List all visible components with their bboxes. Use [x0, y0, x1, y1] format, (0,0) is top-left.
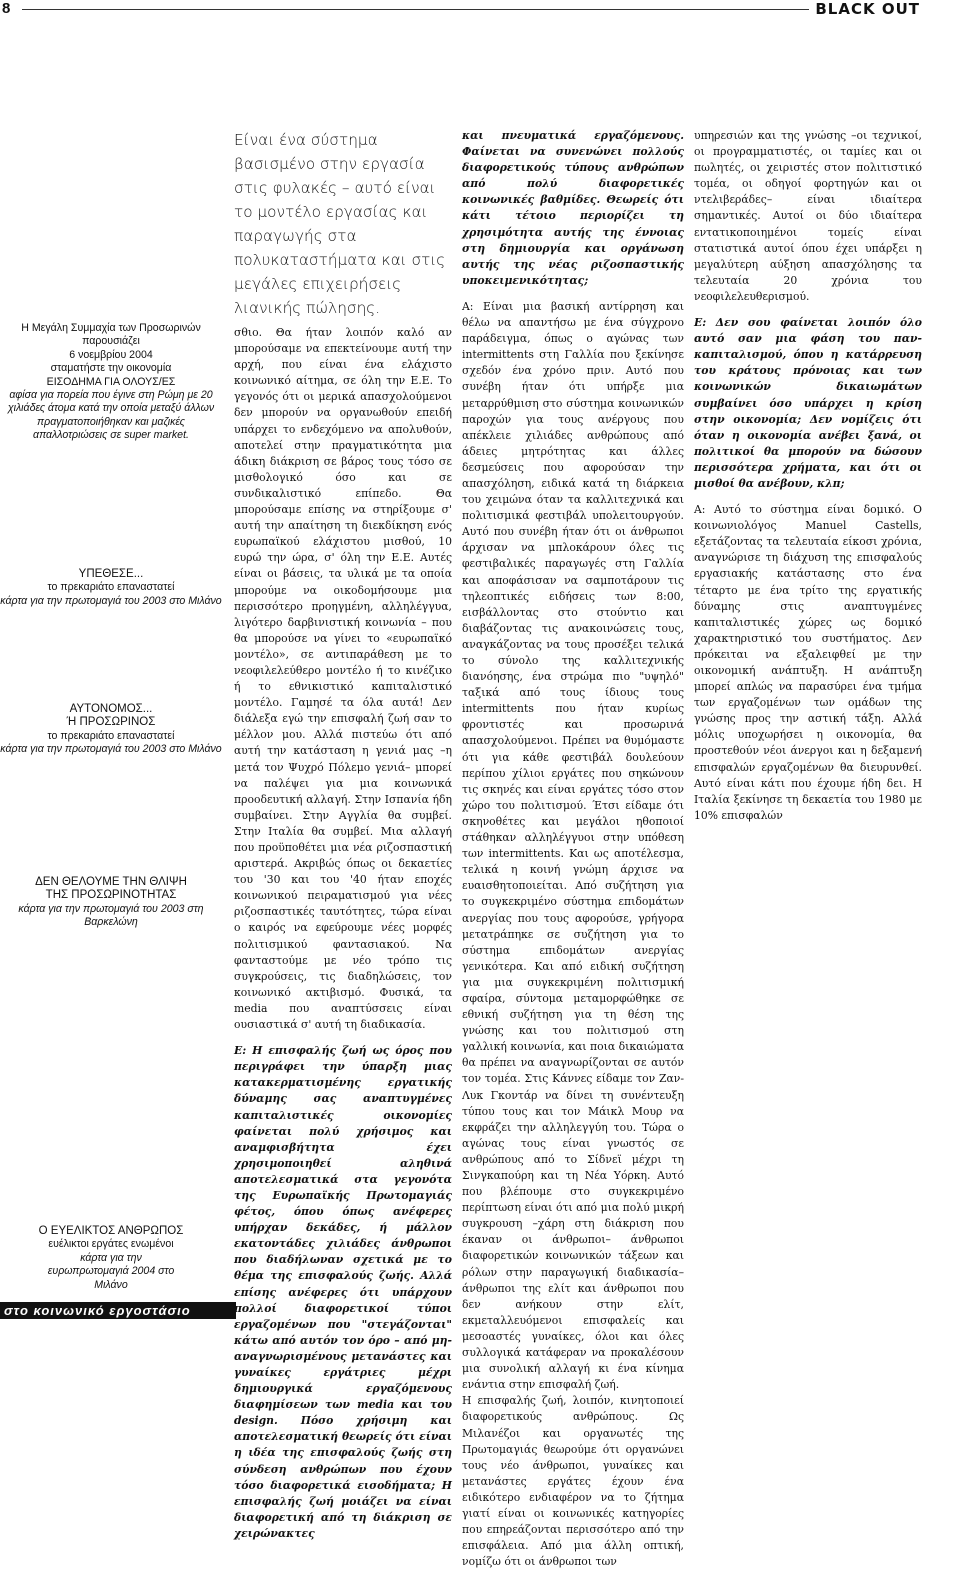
question-paragraph: Ε: Δεν σου φαίνεται λοιπόν όλο αυτό σαν μια φάση του παν-καπιταλισμού, όπου η κατάρρευση του κράτους πρόνοιας και των κοινωνικών δικαιωμάτων συμβαίνει όσο υπάρχει η κρίση στην οικονομία; Δεν νομίζεις ότι όταν η οικονομία ανέβει ξανά, οι πολιτικοί θα μπορούν να δώσουν περισσότερα χρήματα, και ότι οι μισθοί θα ανέβουν, κλπ;: [694, 316, 922, 490]
caption-1: [0, 568, 222, 608]
caption-sub: το πρεκαριάτο επαναστατεί: [47, 581, 175, 594]
footer-section-label: στο κοινωνικό εργοστάσιο: [0, 1302, 236, 1319]
answer-paragraph: Α: Αυτό το σύστημα είναι δομικό. Ο κοινωνιολόγος Manuel Castells, εξετάζοντας τα τελευταία είκοσι χρόνια, αναγνώρισε τη διάχυση της επισφαλούς εργασιακής κατάστασης στο ένα τέταρτο με ένα τρίτο της εργατικής δύναμης στις αναπτυγμένες καπιταλιστικές χώρες ως δομικό χαρακτηριστικό του συστήματος. Δεν πρόκειται να εξαλειφθεί με την οικονομική ανάπτυξη. Η ανάπτυξη μπορεί απλώς να παρασύρει ένα τμήμα των εργαζομένων των ομάδων της γνώσης προς την αστική τάξη. Αλλά μόλις υποχωρήσει η οικονομία, θα προστεθούν νέοι άνεργοι και η δεξαμενή επισφαλών εργαζομένων θα διευρυνθεί. Αυτό είναι κάτι που έχουμε ήδη δει. Η Ιταλία ξεκίνησε τη δεκαετία του 1980 με 10% επισφαλών: [694, 503, 922, 822]
caption-note: κάρτα για την ευρωπρωτομαγιά 2004 στο Μιλάνο: [47, 1251, 175, 1291]
section-title: BLACK OUT: [809, 0, 920, 18]
poster-intro: [0, 322, 222, 443]
answer-paragraph: υπηρεσιών και της γνώσης –οι τεχνικοί, οι προγραμματιστές, οι ταμίες και οι πωλητές, οι χειριστές στον πολιτιστικό τομέα, οι οδηγοί φορτηγών και οι ντελιβεράδες– είναι ιδιαίτερα σημαντικές. Αυτοί οι δύο ιδιαίτερα εντατικοποιημένοι τομείς είναι στατιστικά αυτοί όπου έχει υπάρξει η μεγαλύτερη αύξηση απασχόλησης τα τελευταία 20 χρόνια του νεοφιλελευθερισμού.: [694, 129, 922, 303]
caption-3: [0, 876, 222, 930]
intro-line: παρουσιάζει: [82, 335, 140, 348]
caption-sub: το πρεκαριάτο επαναστατεί: [47, 729, 175, 742]
caption-note: κάρτα για την πρωτομαγιά του 2003 στο Μιλάνο: [0, 594, 222, 607]
page-header: [0, 0, 960, 20]
question-paragraph: και πνευματικά εργαζόμενους. Φαίνεται να συνενώνει πολλούς διαφορετικούς τύπους ανθρώπων από πολύ διαφορετικές κοινωνικές βαθμίδες. Θεωρείς ότι κάτι τέτοιο περιορίζει τη χρησιμότητα αυτής της έννοιας στη δημιουργία και οργάνωση αυτής της νέας ριζοσπαστικής υποκειμενικότητας;: [462, 129, 684, 287]
intro-line: σταματήστε την οικονομία: [50, 362, 172, 375]
caption-title: ΔΕΝ ΘΕΛΟΥΜΕ ΤΗΝ ΘΛΙΨΗ: [35, 876, 187, 888]
caption-4: [0, 1225, 222, 1292]
intro-line: ΕΙΣΟΔΗΜΑ ΓΙΑ ΟΛΟΥΣ/ΕΣ: [46, 375, 176, 388]
page-number: 8: [2, 0, 16, 17]
left-sidebar: [0, 322, 222, 443]
article-column-3: [462, 128, 684, 1570]
question-paragraph: Ε: Η επισφαλής ζωή ως όρος που περιγράφει την ύπαρξη μιας κατακερματισμένης εργατικής δύναμης σας αναπτυγμένες καπιταλιστικές οικονομίες φαίνεται πολύ χρήσιμος και αναμφισβήτητα έχει χρησιμοποιηθεί αληθινά αποτελεσματικά στα γεγονότα της Ευρωπαϊκής Πρωτομαγιάς φέτος, όπου όπως ανέφερες υπήρχαν δεκάδες, ή μάλλον εκατοντάδες χιλιάδες άνθρωποι που διαδήλωναν σχετικά με το θέμα της επισφαλούς ζωής. Αλλά επίσης ανέφερες ότι υπάρχουν πολλοί διαφορετικοί τύποι εργαζομένων που "στεγάζονται" κάτω από αυτόν τον όρο – από μη-αναγνωρισμένους μετανάστες και γυναίκες εργάτριες μέχρι δημιουργικά εργαζόμενους διαφημίσεων των media και του design. Πόσο χρήσιμη και αποτελεσματική θεωρείς ότι είναι η ιδέα της επισφαλούς ζωής στη σύνδεση ανθρώπων που έχουν τόσο διαφορετικά εισοδήματα; Η επισφαλής ζωή μοιάζει να είναι διαφορετική από τη διάκριση σε χειρώνακτες: [234, 1044, 452, 1540]
caption-2: [0, 703, 222, 757]
answer-paragraph: Η επισφαλής ζωή, λοιπόν, κινητοποιεί διαφορετικούς ανθρώπους. Ως Μιλανέζοι και οργανωτές της Πρωτομαγιάς θεωρούμε ότι οργανώνει τους νέο άνθρωποι, γυναίκες και μετανάστες εργάτες έχουν ένα ειδικότερο ενδιαφέρον να το ζήτημα γιατί είναι οι κοινωνικές κατηγορίες που επηρεάζονται περισσότερο από την επισφάλεια. Από μια άλλη οπτική, νομίζω ότι οι άνθρωποι των: [462, 1394, 684, 1569]
caption-title-2: ΤΗΣ ΠΡΟΣΩΡΙΝΟΤΗΤΑΣ: [45, 889, 177, 902]
intro-line: Η Μεγάλη Συμμαχία των Προσωρινών: [21, 322, 201, 334]
answer-paragraph: Α: Είναι μια βασική αντίρρηση και θέλω να απαντήσω με ένα σύγχρονο παράδειγμα, όπως ο αγώνας των intermittents στη Γαλλία που ξεκίνησε σχεδόν ένα χρόνο πριν. Αυτό που συνέβη ήταν ότι υπήρξε μια μεταρρύθμιση στο σύστημα κοινωνικών παροχών για τους ανέργους που απέκλειε χιλιάδες ανθρώπους από άδειες μητρότητας και άλλες δεσμεύσεις που αφορούσαν την απασχόληση, ειδικά κατά τη διάρκεια του χειμώνα όταν τα καλλιτεχνικά και πολιτισμικά φεστιβάλ υπολειτουργούν. Αυτό που συνέβη ήταν ότι οι άνθρωποι άρχισαν να μπλοκάρουν όλες τις φεστιβαλικές παραγωγές στη Γαλλία και αποφάσισαν να σαμποτάρουν τις τηλεοπτικές ειδήσεις των 8:00, εισβάλλοντας στο στούντιο και διαβάζοντας τις ανακοινώσεις τους, αναγκάζοντας να τους προσέξει τελικά το σύνολο της καλλιτεχνικής διανόησης, ένα στρώμα πιο "υψηλό" ταξικά από τους ίδιους τους intermittents που ήταν κυρίως φροντιστές και προσωρινά απασχολούμενοι. Πρέπει να θυμόμαστε ότι για κάθε φεστιβάλ δουλεύουν περίπου χίλιοι εργάτες που σηκώνουν τις σκηνές και είναι εργάτες τόσο στον χώρο του πολιτισμού. Έτσι είδαμε ότι σκηνοθέτες και μεγάλοι ηθοποιοί στάθηκαν αλληλέγγυοι στην υπόθεση των intermittents. Και ως αποτέλεσμα, τελικά η κοινή γνώμη άρχισε να ευαισθητοποιείται. Από συζήτηση για το συγκεκριμένο σύστημα επιδομάτων ανεργίας που τους αφορούσε, γρήγορα μετατράπηκε σε συζήτηση για το σύστημα επιδομάτων ανεργίας γενικότερα. Και από ειδική συζήτηση για μια συγκεκριμένη πολιτισμική σφαίρα, σύντομα μεταμορφώθηκε σε εθνική συζήτηση για τη θέση της γνώσης και του πολιτισμού στη γαλλική κοινωνία, και ποια δικαιώματα θα πρέπει να αναγνωρίζονται σε αυτόν τον τομέα. Στις Κάννες είδαμε τον Ζαν-Λυκ Γκοντάρ να δίνει τη συνέντευξη τύπου τους και τον Μάικλ Μουρ να εκφράζει την αλληλεγγύη του. Τώρα ο αγώνας τους είναι γνωστός σε ανθρώπους από το Σίδνεϊ μέχρι τη Σινγκαπούρη και τη Νέα Υόρκη. Αυτό που βλέπουμε στο συγκεκριμένο περίπτωση είναι ότι από μια πολύ μικρή συγκρουση –χάρη στη διάκριση που έκαναν οι άνθρωποι– άνθρωποι διαφορετικών κοινωνικών τάξεων και ρόλων στην παραγωγική διαδικασία– άνθρωποι της ελίτ και άνθρωποι που δεν ανήκουν στην ελίτ, εκμεταλλευόμενοι επισφαλείς και μεσοαστές γυναίκες, όλοι και όλες συλλογικά κατάφεραν να προκαλέσουν μια συνολική αλλαγή κι ένα κίνημα ενάντια στην επισφαλή ζωή.: [462, 299, 684, 1392]
caption-note: κάρτα για την πρωτομαγιά του 2003 στο Μιλάνο: [0, 743, 222, 756]
answer-paragraph: σθιο. Θα ήταν λοιπόν καλό αν μπορούσαμε να επεκτείνουμε αυτή την αρχή, που είναι ένα ελάχιστο κοινωνικό αίτημα, σε όλη την Ε.Ε. Το γεγονός ότι οι μερικά απασχολούμενοι δεν μπορούν να οργανωθούν επειδή υπάρχει το ενδεχόμενο να απολυθούν, αποτελεί στην πραγματικότητα μια άδικη διάκριση σε βάρος τους τόσο σε μισθολογικό όσο και σε συνδικαλιστικό επίπεδο. Θα μπορούσαμε επίσης να στηρίξουμε σ' αυτή την απαίτηση τη διεκδίκηση ενός ευρωπαϊκού ελάχιστου μισθού, 10 ευρώ την ώρα, σ' όλη την Ε.Ε. Αυτές είναι οι βάσεις, τα υλικά με τα οποία μπορούμε να οικοδομήσουμε μια περισσότερο προηγμένη, αλληλέγγυα, λιγότερο δαρβινιστική κοινωνία – που θα μπορούσε να γίνει το «ευρωπαϊκό μοντέλο», σε αντιπαράθεση με το νεοφιλελεύθερο μοντέλο ή το κινέζικο ή το εθνικιστικό καπιταλιστικό μοντέλο. Γαμησέ τα όλα αυτά! Δεν διάλεξα εγώ την επισφαλή ζωή σαν το μέλλον μου. Αλλά πιστεύω ότι από αυτή την κατάσταση η γενιά μας –η μετά τον Ψυχρό Πόλεμο γενιά– μπορεί να παλέψει για μια κοινωνικά προοδευτική αλλαγή. Στην Ισπανία ήδη συμβαίνει. Στην Αγγλία θα συμβεί. Στην Ιταλία θα συμβεί. Μια αλλαγή που προϋποθέτει μια νέα ριζοσπαστική αριστερά. Ακριβώς όπως οι δεκαετίες του '30 και του '40 ήταν εποχές κοινωνικού πειραματισμού για νέες ριζοσπαστικές ταυτότητες, τώρα είναι ο καιρός να εφεύρουμε νέες μορφές πολιτισμικού φαντασιακού. Να φανταστούμε με νέο τρόπο τις συγκρούσεις, τις διαδηλώσεις, τον κοινωνικό ακτιβισμό. Φυσικά, τα media που αναπτύσσεις είναι ουσιαστικά σ' αυτή τη διαδικασία.: [234, 326, 452, 1032]
pull-quote: Είναι ένα σύστημα βασισμένο στην εργασία στις φυλακές – αυτό είναι το μοντέλο εργασίας και παραγωγής στα πολυκαταστήματα και στις μεγάλες επιχειρήσεις λιανικής πώλησης.: [234, 131, 446, 317]
intro-caption: αφίσα για πορεία που έγινε στη Ρώμη με 20 χιλιάδες άτομα κατά την οποία μεταξύ άλλων πραγματοποιήθηκαν και μαζικές απαλλοτριώσεις σε super market.: [7, 389, 215, 442]
intro-line: 6 νοεμβρίου 2004: [69, 348, 153, 361]
caption-title-2: Ή ΠΡΟΣΩΡΙΝΟΣ: [66, 716, 156, 729]
article-column-2: [234, 325, 452, 1542]
caption-title: ΑΥΤΟΝΟΜΟΣ...: [69, 703, 153, 715]
header-rule: [22, 9, 920, 10]
caption-title: ΥΠΕΘΕΣΕ...: [78, 568, 144, 580]
caption-title: Ο ΕΥΕΛΙΚΤΟΣ ΑΝΘΡΩΠΟΣ: [38, 1225, 184, 1237]
caption-note: κάρτα για την πρωτομαγιά του 2003 στη Βαρκελώνη: [18, 902, 204, 929]
article-column-4: [694, 128, 922, 824]
caption-sub: ευέλικτοι εργάτες ενωμένοι: [48, 1238, 174, 1251]
